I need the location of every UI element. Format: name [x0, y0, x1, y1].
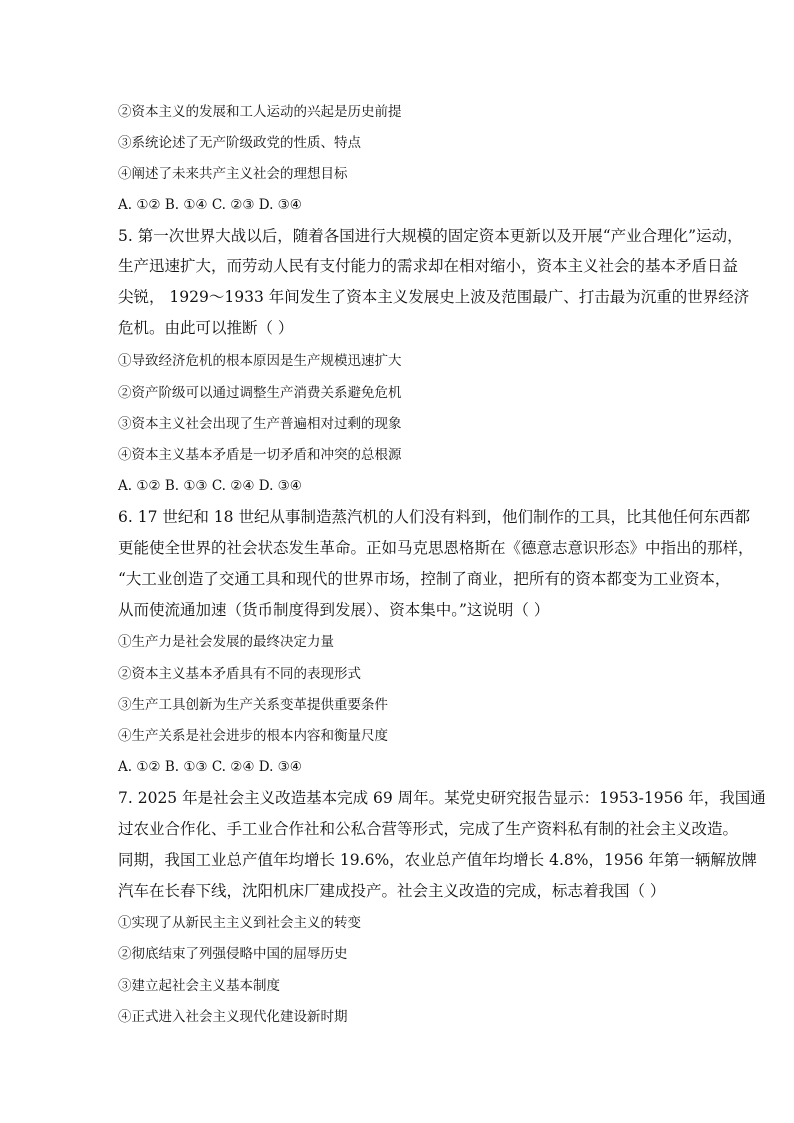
- option-line: ③系统论述了无产阶级政党的性质、特点: [118, 135, 361, 151]
- question-6-stem: “大工业创造了交通工具和现代的世界市场，控制了商业，把所有的资本都变为工业资本，: [118, 570, 731, 588]
- option-line: ④资本主义基本矛盾是一切矛盾和冲突的总根源: [118, 447, 402, 463]
- option-line: ③建立起社会主义基本制度: [118, 978, 280, 994]
- question-7-stem: 7. 2025 年是社会主义改造基本完成 69 周年。某党史研究报告显示：1953-1956 年，我国通: [118, 789, 766, 807]
- question-5-stem: 5. 第一次世界大战以后，随着各国进行大规模的固定资本更新以及开展“产业合理化”运动，: [118, 227, 743, 245]
- option-line: ③资本主义社会出现了生产普遍相对过剩的现象: [118, 416, 402, 432]
- answer-choices: A. ①② B. ①③ C. ②④ D. ③④: [118, 478, 302, 494]
- question-5-stem: 危机。由此可以推断（ ）: [118, 319, 294, 337]
- option-line: ①导致经济危机的根本原因是生产规模迅速扩大: [118, 353, 402, 369]
- question-6-stem: 6. 17 世纪和 18 世纪从事制造蒸汽机的人们没有料到，他们制作的工具，比其他任何东西都: [118, 508, 750, 526]
- question-7-stem: 汽车在长春下线，沈阳机床厂建成投产。社会主义改造的完成，标志着我国（ ）: [118, 882, 666, 900]
- answer-choices: A. ①② B. ①③ C. ②④ D. ③④: [118, 759, 302, 775]
- question-5-stem: 尖锐， 1929～1933 年间发生了资本主义发展史上波及范围最广、打击最为沉重的世界经济: [118, 288, 750, 306]
- answer-choices: A. ①② B. ①④ C. ②③ D. ③④: [118, 197, 302, 213]
- question-6-stem: 更能使全世界的社会状态发生革命。正如马克思恩格斯在《德意志意识形态》中指出的那样，: [118, 539, 754, 557]
- option-line: ④正式进入社会主义现代化建设新时期: [118, 1009, 348, 1025]
- question-6-stem: 从而使流通加速（货币制度得到发展）、资本集中。”这说明（ ）: [118, 601, 550, 619]
- option-line: ④生产关系是社会进步的根本内容和衡量尺度: [118, 728, 388, 744]
- option-line: ②资产阶级可以通过调整生产消费关系避免危机: [118, 385, 402, 401]
- question-7-stem: 过农业合作化、手工业合作社和公私合营等形式，完成了生产资料私有制的社会主义改造。: [118, 820, 739, 838]
- option-line: ①生产力是社会发展的最终决定力量: [118, 634, 334, 650]
- option-line: ②资本主义基本矛盾具有不同的表现形式: [118, 666, 361, 682]
- question-5-stem: 生产迅速扩大，而劳动人民有支付能力的需求却在相对缩小，资本主义社会的基本矛盾日益: [118, 257, 739, 275]
- option-line: ③生产工具创新为生产关系变革提供重要条件: [118, 697, 388, 713]
- option-line: ②彻底结束了列强侵略中国的屈辱历史: [118, 946, 348, 962]
- option-line: ④阐述了未来共产主义社会的理想目标: [118, 166, 348, 182]
- option-line: ②资本主义的发展和工人运动的兴起是历史前提: [118, 104, 402, 120]
- option-line: ①实现了从新民主主义到社会主义的转变: [118, 915, 361, 931]
- question-7-stem: 同期，我国工业总产值年均增长 19.6%，农业总产值年均增长 4.8%，1956 年第一辆解放牌: [118, 851, 757, 869]
